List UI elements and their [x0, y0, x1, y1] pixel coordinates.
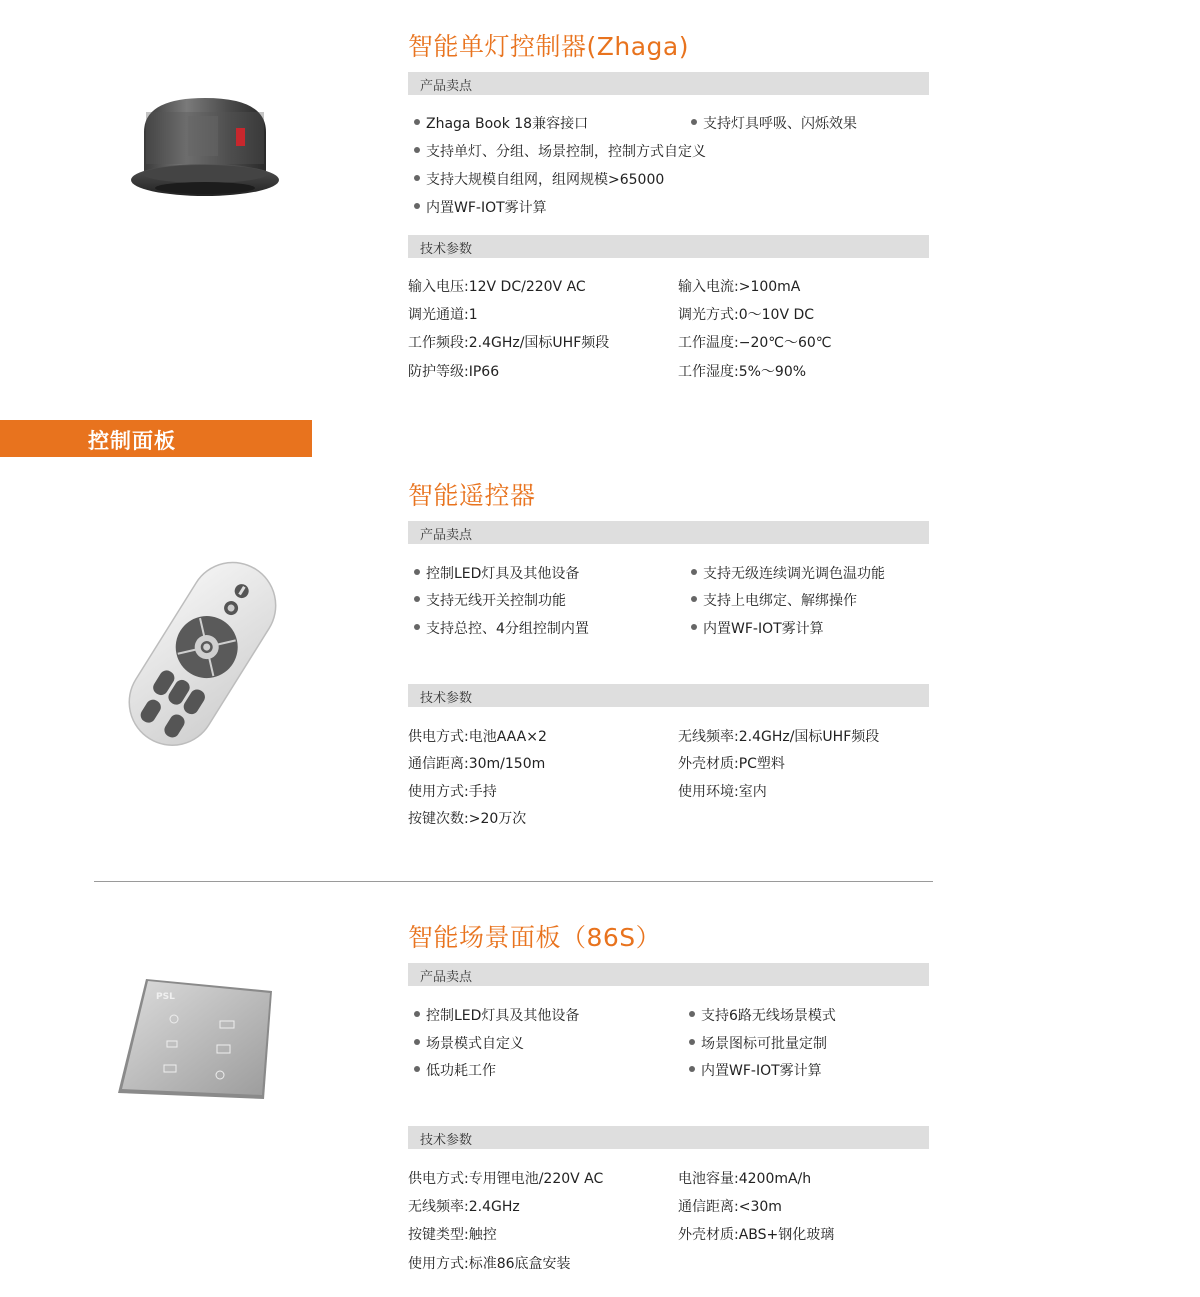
feature-item: 内置WF-IOT雾计算 [703, 618, 824, 638]
section-divider [94, 881, 933, 882]
feature-item: 支持灯具呼吸、闪烁效果 [703, 113, 857, 133]
feature-item: 低功耗工作 [426, 1060, 496, 1080]
params-header-label: 技术参数 [420, 1133, 473, 1148]
param-item: 无线频率:2.4GHz [408, 1199, 520, 1215]
param-item: 按键次数:>20万次 [408, 811, 527, 827]
section-label [0, 420, 312, 457]
params-header-label: 技术参数 [420, 691, 473, 706]
param-item: 工作温度:−20℃～60℃ [678, 335, 832, 351]
features-header-label: 产品卖点 [420, 970, 473, 985]
feature-item: 支持无线开关控制功能 [426, 590, 566, 610]
remote-control-image [122, 556, 284, 751]
product-title: 智能遥控器 [408, 481, 536, 510]
features-header-label: 产品卖点 [420, 79, 473, 94]
product-title: 智能单灯控制器(Zhaga) [408, 32, 689, 61]
param-item: 使用环境:室内 [678, 784, 767, 800]
feature-item: 支持单灯、分组、场景控制，控制方式自定义 [426, 141, 706, 161]
param-item: 外壳材质:PC塑料 [678, 756, 785, 772]
param-item: 通信距离:<30m [678, 1199, 782, 1215]
param-item: 外壳材质:ABS+钢化玻璃 [678, 1227, 835, 1243]
feature-item: 场景模式自定义 [426, 1033, 524, 1053]
features-header [408, 72, 929, 95]
params-header [408, 1126, 929, 1149]
param-item: 使用方式:手持 [408, 784, 497, 800]
feature-item: 控制LED灯具及其他设备 [426, 1005, 579, 1025]
param-item: 供电方式:电池AAA×2 [408, 729, 547, 745]
feature-item: 场景图标可批量定制 [701, 1033, 827, 1053]
feature-item: Zhaga Book 18兼容接口 [426, 113, 588, 133]
param-item: 工作湿度:5%～90% [678, 364, 807, 380]
feature-item: 控制LED灯具及其他设备 [426, 563, 579, 583]
feature-item: 支持6路无线场景模式 [701, 1005, 836, 1025]
param-item: 通信距离:30m/150m [408, 756, 546, 772]
feature-item: 支持大规模自组网，组网规模>65000 [426, 169, 664, 189]
param-item: 无线频率:2.4GHz/国标UHF频段 [678, 729, 880, 745]
params-header [408, 684, 929, 707]
param-item: 供电方式:专用锂电池/220V AC [408, 1171, 604, 1187]
feature-item: 内置WF-IOT雾计算 [426, 197, 547, 217]
params-header-label: 技术参数 [420, 242, 473, 257]
features-header [408, 521, 929, 544]
param-item: 调光通道:1 [408, 307, 478, 323]
feature-item: 支持无级连续调光调色温功能 [703, 563, 885, 583]
param-item: 防护等级:IP66 [408, 364, 500, 380]
param-item: 输入电流:>100mA [678, 279, 801, 295]
param-item: 使用方式:标准86底盒安装 [408, 1256, 571, 1272]
panel-logo: PSL [156, 992, 175, 1002]
scene-panel-image [112, 975, 278, 1103]
section-label-text: 控制面板 [88, 429, 176, 453]
param-item: 输入电压:12V DC/220V AC [408, 279, 586, 295]
zhaga-controller-image [128, 92, 283, 204]
features-header [408, 963, 929, 986]
feature-item: 支持上电绑定、解绑操作 [703, 590, 857, 610]
features-header-label: 产品卖点 [420, 528, 473, 543]
params-header [408, 235, 929, 258]
param-item: 调光方式:0～10V DC [678, 307, 815, 323]
param-item: 电池容量:4200mA/h [678, 1171, 812, 1187]
feature-item: 内置WF-IOT雾计算 [701, 1060, 822, 1080]
feature-item: 支持总控、4分组控制内置 [426, 618, 589, 638]
param-item: 工作频段:2.4GHz/国标UHF频段 [408, 335, 610, 351]
product-title: 智能场景面板（86S） [408, 923, 662, 952]
param-item: 按键类型:触控 [408, 1227, 497, 1243]
